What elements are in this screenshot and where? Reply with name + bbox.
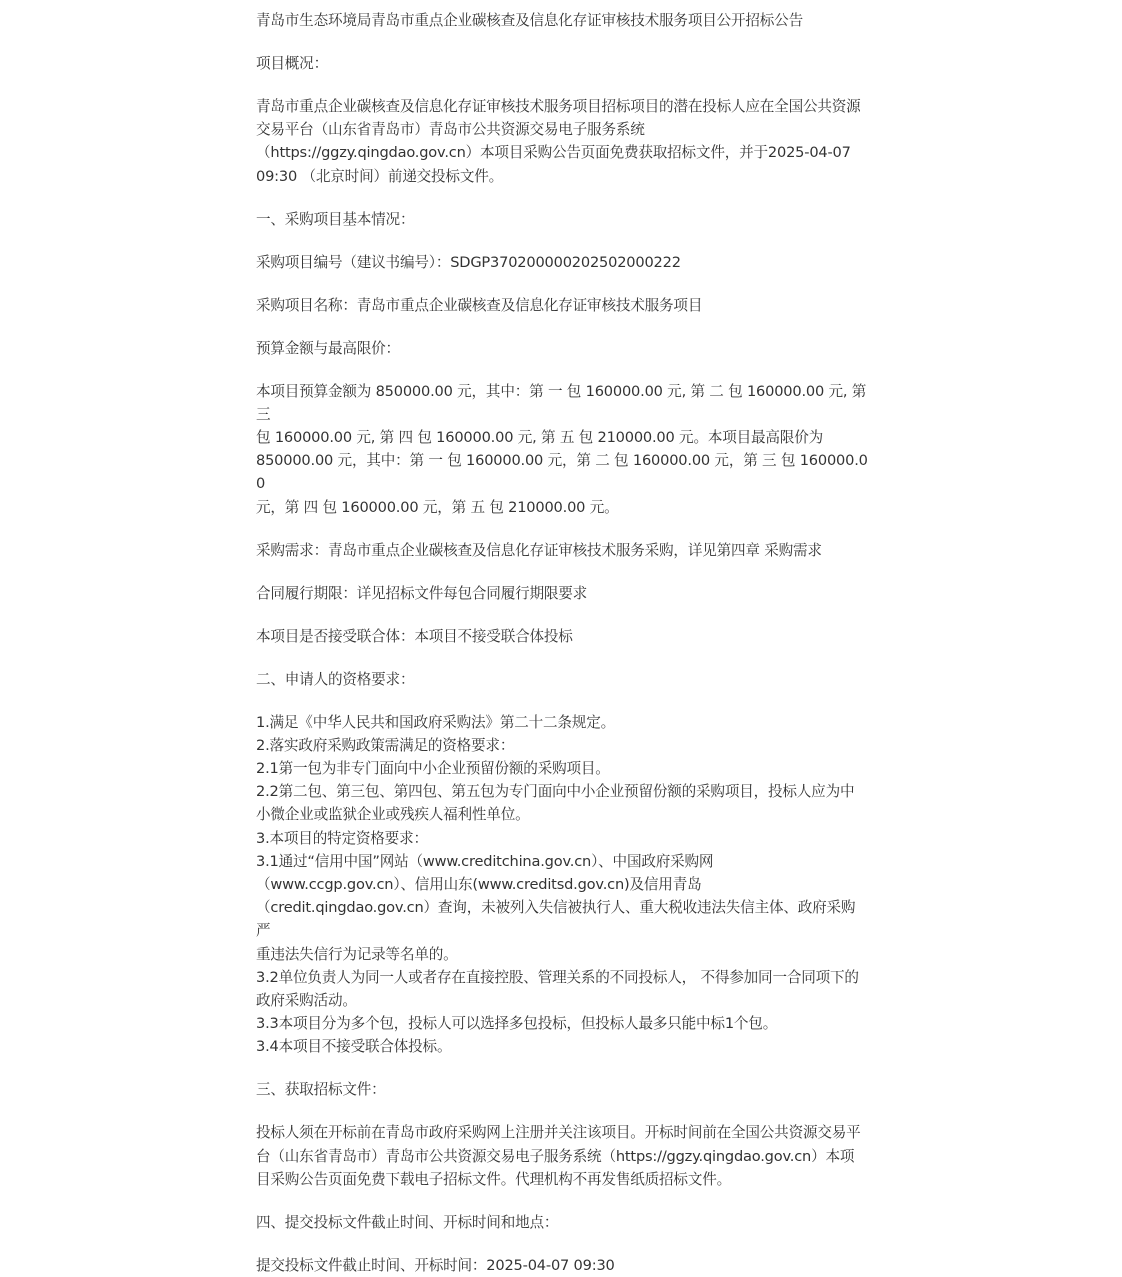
overview-line: 交易平台（山东省青岛市）青岛市公共资源交易电子服务系统	[256, 121, 645, 139]
contract-period: 合同履行期限：详见招标文件每包合同履行期限要求	[256, 584, 588, 602]
section2-heading: 二、申请人的资格要求：	[256, 670, 415, 688]
budget-paragraph	[256, 380, 868, 519]
budget-line: 元，第 四 包 160000.00 元，第 五 包 210000.00 元。	[256, 498, 619, 516]
qualification-line: 3.2单位负责人为同一人或者存在直接控股、管理关系的不同投标人， 不得参加同一合同项下的	[256, 968, 859, 986]
qualification-line: （credit.qingdao.gov.cn）查询，未被列入失信被执行人、重大税收违法失信主体、政府采购严	[256, 899, 856, 940]
obtain-documents-line: 投标人须在开标前在青岛市政府采购网上注册并关注该项目。开标时间前在全国公共资源交易平	[256, 1124, 861, 1142]
section1-heading: 一、采购项目基本情况：	[256, 210, 415, 228]
section3-heading: 三、获取招标文件：	[256, 1081, 386, 1099]
qualification-line: 小微企业或监狱企业或残疾人福利性单位。	[256, 806, 530, 824]
qualification-line: 政府采购活动。	[256, 992, 357, 1010]
qualification-line: 2.1第一包为非专门面向中小企业预留份额的采购项目。	[256, 760, 610, 778]
qualification-line: 3.本项目的特定资格要求：	[256, 829, 428, 847]
qualification-line: 3.3本项目分为多个包，投标人可以选择多包投标，但投标人最多只能中标1个包。	[256, 1015, 778, 1033]
qualification-line: （www.ccgp.gov.cn）、信用山东(www.creditsd.gov.cn)及信用青岛	[256, 876, 702, 894]
consortium-policy: 本项目是否接受联合体：本项目不接受联合体投标	[256, 627, 573, 645]
project-number: 采购项目编号（建议书编号）：SDGP370200000202502000222	[256, 253, 681, 271]
qualification-line: 3.1通过“信用中国”网站（www.creditchina.gov.cn）、中国政府采购网	[256, 852, 714, 870]
overview-line: （https://ggzy.qingdao.gov.cn）本项目采购公告页面免费获取招标文件，并于2025-04-07	[256, 144, 851, 162]
overview-line: 青岛市重点企业碳核查及信息化存证审核技术服务项目招标项目的潜在投标人应在全国公共资源	[256, 98, 861, 115]
qualification-line: 2.落实政府采购政策需满足的资格要求：	[256, 736, 515, 754]
obtain-documents-paragraph	[256, 1121, 868, 1191]
section4-heading: 四、提交投标文件截止时间、开标时间和地点：	[256, 1213, 559, 1231]
obtain-documents-line: 台（山东省青岛市）青岛市公共资源交易电子服务系统（https://ggzy.qingdao.gov.cn）本项	[256, 1147, 855, 1165]
budget-line: 本项目预算金额为 850000.00 元，其中：第 一 包 160000.00 元, 第 二 包 160000.00 元, 第 三	[256, 382, 867, 423]
budget-line: 包 160000.00 元, 第 四 包 160000.00 元, 第 五 包 210000.00 元。本项目最高限价为	[256, 429, 823, 447]
budget-line: 850000.00 元，其中：第 一 包 160000.00 元，第 二 包 160000.00 元，第 三 包 160000.00	[256, 452, 868, 493]
obtain-documents-line: 目采购公告页面免费下载电子招标文件。代理机构不再发售纸质招标文件。	[256, 1170, 731, 1188]
qualification-list	[256, 711, 868, 1059]
overview-paragraph	[256, 95, 868, 188]
submission-deadline: 提交投标文件截止时间、开标时间：2025-04-07 09:30	[256, 1256, 615, 1274]
overview-heading: 项目概况：	[256, 55, 328, 72]
announcement-title: 青岛市生态环境局青岛市重点企业碳核查及信息化存证审核技术服务项目公开招标公告	[256, 12, 803, 29]
procurement-requirement: 采购需求：青岛市重点企业碳核查及信息化存证审核技术服务采购，详见第四章 采购需求	[256, 541, 822, 559]
project-name: 采购项目名称：青岛市重点企业碳核查及信息化存证审核技术服务项目	[256, 296, 703, 314]
qualification-line: 重违法失信行为记录等名单的。	[256, 945, 458, 963]
qualification-line: 3.4本项目不接受联合体投标。	[256, 1038, 452, 1056]
overview-line: 09:30 （北京时间）前递交投标文件。	[256, 167, 504, 185]
budget-heading: 预算金额与最高限价：	[256, 339, 400, 357]
qualification-line: 1.满足《中华人民共和国政府采购法》第二十二条规定。	[256, 713, 615, 731]
announcement-document	[256, 9, 868, 1277]
qualification-line: 2.2第二包、第三包、第四包、第五包为专门面向中小企业预留份额的采购项目，投标人应为中	[256, 783, 855, 801]
